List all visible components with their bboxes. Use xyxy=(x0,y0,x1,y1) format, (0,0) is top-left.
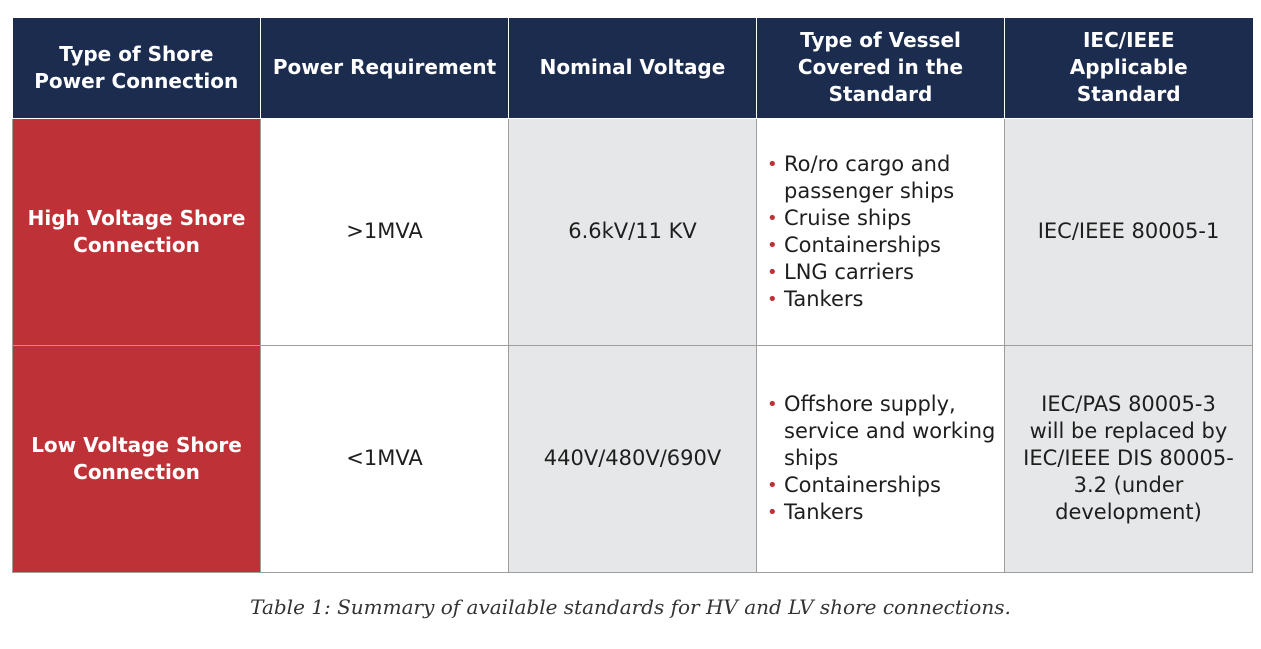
header-connection-type: Type of Shore Power Connection xyxy=(13,18,261,118)
list-item: • Containerships xyxy=(767,473,941,497)
power-requirement-cell: <1MVA xyxy=(261,345,509,572)
bullet-icon: • xyxy=(767,234,778,256)
list-item: • Containerships xyxy=(767,232,941,257)
vessel-list xyxy=(767,151,998,313)
nominal-voltage-cell: 6.6kV/11 KV xyxy=(509,118,757,345)
header-vessel-type: Type of Vessel Covered in the Standard xyxy=(757,18,1005,118)
bullet-icon: • xyxy=(767,261,778,283)
vessel-list-cell xyxy=(757,345,1005,572)
vessel-list-cell xyxy=(757,118,1005,345)
list-item: • Ro/ro cargo and passenger ships xyxy=(767,151,955,203)
vessel-list xyxy=(767,391,998,526)
list-item: • Cruise ships xyxy=(767,205,912,230)
standards-table xyxy=(12,18,1253,573)
row-head-high-voltage: High Voltage Shore Connection xyxy=(13,118,261,345)
header-nominal-voltage: Nominal Voltage xyxy=(509,18,757,118)
bullet-icon: • xyxy=(767,288,778,310)
bullet-icon: • xyxy=(767,153,778,175)
header-applicable-standard: IEC/IEEE Applicable Standard xyxy=(1005,18,1253,118)
bullet-icon: • xyxy=(767,475,778,496)
row-head-low-voltage: Low Voltage Shore Connection xyxy=(13,345,261,572)
table-header-row xyxy=(13,18,1253,118)
table-row xyxy=(13,345,1253,572)
list-item: • Tankers xyxy=(767,500,864,524)
bullet-icon: • xyxy=(767,207,778,229)
list-item: • Tankers xyxy=(767,286,864,311)
table-caption: Table 1: Summary of available standards for HV and LV shore connections. xyxy=(250,595,1011,619)
bullet-icon: • xyxy=(767,502,778,523)
header-power-requirement: Power Requirement xyxy=(261,18,509,118)
table-row xyxy=(13,118,1253,345)
applicable-standard-cell: IEC/IEEE 80005-1 xyxy=(1005,118,1253,345)
list-item: • LNG carriers xyxy=(767,259,914,284)
applicable-standard-cell: IEC/PAS 80005-3 will be replaced by IEC/IEEE DIS 80005-3.2 (under development) xyxy=(1005,345,1253,572)
nominal-voltage-cell: 440V/480V/690V xyxy=(509,345,757,572)
list-item: • Offshore supply, service and working ships xyxy=(767,392,996,470)
bullet-icon: • xyxy=(767,394,778,415)
power-requirement-cell: >1MVA xyxy=(261,118,509,345)
